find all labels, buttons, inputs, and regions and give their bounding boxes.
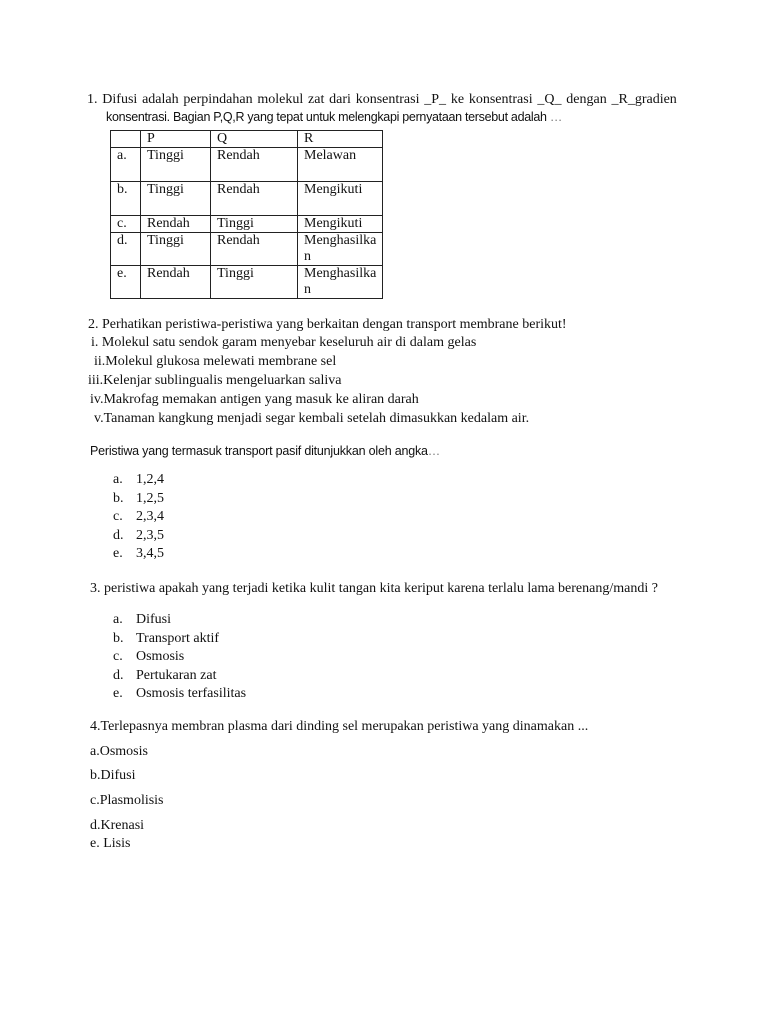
cell-r: Mengikuti: [298, 216, 383, 233]
statement-v: v.Tanaman kangkung menjadi segar kembali setelah dimasukkan kedalam air.: [94, 411, 530, 426]
list-item: [113, 527, 164, 546]
choice-text: 1,2,5: [136, 490, 164, 506]
list-item: [113, 667, 246, 686]
choice-label: a.: [113, 612, 123, 627]
choice-text: Osmosis: [136, 649, 185, 665]
table-row: [111, 148, 383, 182]
choice-label: c.: [113, 649, 123, 665]
statement-ii: ii.Molekul glukosa melewati membrane sel: [94, 354, 337, 369]
question-4-choice-b: b.Difusi: [90, 768, 136, 783]
list-item: [113, 685, 246, 704]
word: konsentrasi: [355, 92, 420, 107]
question-1-text: konsentrasi. Bagian P,Q,R yang tepat untuk melengkapi pernyataan tersebut adalah: [106, 110, 547, 124]
choice-label: b.: [113, 490, 124, 506]
cell-p: Rendah: [141, 216, 211, 233]
header-cell-p: P: [141, 131, 211, 148]
question-4-choice-c: c.Plasmolisis: [90, 793, 164, 808]
cell-p: Tinggi: [141, 233, 211, 266]
choice-text: Difusi: [136, 612, 171, 627]
choice-text: 2,3,5: [136, 527, 164, 543]
cell-p: Rendah: [141, 266, 211, 299]
word: perpindahan: [183, 92, 253, 107]
question-4-title: 4.Terlepasnya membran plasma dari dinding sel merupakan peristiwa yang dinamakan ...: [90, 719, 589, 734]
statement-iii: iii.Kelenjar sublingualis mengeluarkan saliva: [88, 373, 342, 388]
statement-iv: iv.Makrofag memakan antigen yang masuk ke aliran darah: [90, 392, 419, 407]
cell-p: Tinggi: [141, 148, 211, 182]
question-1-line-1: [87, 92, 677, 108]
question-4-choice-d: d.Krenasi: [90, 818, 145, 833]
question-2-title: 2. Perhatikan peristiwa-peristiwa yang berkaitan dengan transport membrane berikut!: [88, 317, 567, 332]
question-4-choice-e: e. Lisis: [90, 836, 131, 851]
statement-i: i. Molekul satu sendok garam menyebar keseluruh air di dalam gelas: [91, 335, 477, 350]
cell-r: Menghasilkan: [298, 233, 383, 266]
cell-r: Melawan: [298, 148, 383, 182]
header-cell: [111, 131, 141, 148]
choice-text: Osmosis terfasilitas: [136, 686, 247, 702]
choice-label: e.: [113, 546, 123, 562]
word: adalah: [142, 92, 179, 107]
list-item: [113, 611, 246, 630]
cell-q: Tinggi: [211, 216, 298, 233]
header-cell-q: Q: [211, 131, 298, 148]
list-item: [113, 648, 246, 667]
word: dengan: [566, 92, 607, 107]
word: molekul: [257, 92, 304, 107]
row-label: c.: [111, 216, 141, 233]
answer-table: [110, 130, 383, 299]
choice-label: a.: [113, 472, 123, 487]
choice-text: 3,4,5: [136, 546, 164, 562]
cell-r: Menghasilkan: [298, 266, 383, 299]
word: _P_: [424, 92, 447, 107]
cell-q: Tinggi: [211, 266, 298, 299]
row-label: a.: [111, 148, 141, 182]
choice-label: e.: [113, 686, 123, 702]
question-3-choices: [113, 611, 246, 704]
choice-label: d.: [113, 667, 124, 683]
question-1-line-2: [87, 110, 677, 124]
ellipsis: …: [549, 110, 563, 124]
question-3-title: 3. peristiwa apakah yang terjadi ketika kulit tangan kita keriput karena terlalu lama berenang/mandi ?: [90, 581, 658, 596]
list-item: [113, 508, 164, 527]
word: ke: [450, 92, 465, 107]
prompt-text: Peristiwa yang termasuk transport pasif ditunjukkan oleh angka: [90, 444, 428, 458]
word: _Q_: [537, 92, 562, 107]
list-item: [113, 471, 164, 490]
question-2-prompt: [90, 444, 440, 458]
word: Difusi: [102, 92, 138, 107]
cell-r: Mengikuti: [298, 182, 383, 216]
question-2-choices: [113, 471, 164, 564]
choice-text: Transport aktif: [136, 630, 220, 646]
table-header-row: [111, 131, 383, 148]
cell-q: Rendah: [211, 233, 298, 266]
question-1: [87, 92, 677, 124]
choice-text: 2,3,4: [136, 509, 164, 525]
cell-p: Tinggi: [141, 182, 211, 216]
choice-text: Pertukaran zat: [136, 667, 217, 683]
list-item: [113, 545, 164, 564]
word: zat: [308, 92, 325, 107]
row-label: d.: [111, 233, 141, 266]
table-row: [111, 216, 383, 233]
list-item: [113, 490, 164, 509]
choice-label: b.: [113, 630, 124, 646]
table-row: [111, 266, 383, 299]
row-label: e.: [111, 266, 141, 299]
ellipsis: …: [427, 444, 441, 458]
row-label: b.: [111, 182, 141, 216]
cell-q: Rendah: [211, 148, 298, 182]
list-item: [113, 630, 246, 649]
cell-q: Rendah: [211, 182, 298, 216]
question-1-number: 1.: [87, 92, 98, 107]
question-4-choice-a: a.Osmosis: [90, 744, 148, 759]
table-row: [111, 233, 383, 266]
word: _R_gradien: [611, 92, 677, 107]
choice-label: c.: [113, 509, 123, 525]
choice-text: 1,2,4: [136, 472, 164, 487]
header-cell-r: R: [298, 131, 383, 148]
word: dari: [329, 92, 351, 107]
choice-label: d.: [113, 527, 124, 543]
table-row: [111, 182, 383, 216]
word: konsentrasi: [468, 92, 533, 107]
